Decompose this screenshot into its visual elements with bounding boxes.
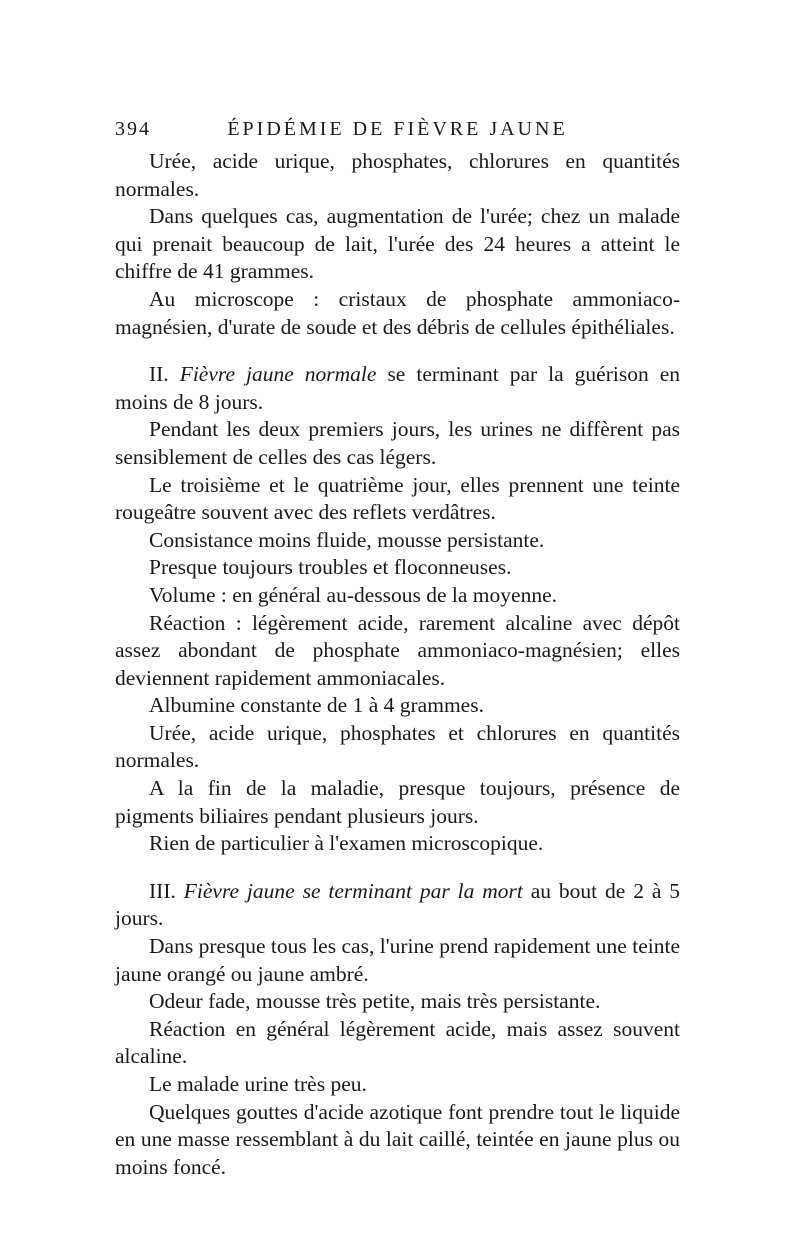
section-title: Fièvre jaune se terminant par la mort bbox=[183, 878, 523, 903]
body-text bbox=[115, 148, 680, 1181]
section-number: III. bbox=[149, 878, 176, 903]
paragraph: Volume : en général au-dessous de la moyenne. bbox=[149, 582, 557, 607]
running-title: ÉPIDÉMIE DE FIÈVRE JAUNE bbox=[227, 118, 568, 140]
section-heading-2 bbox=[115, 361, 680, 416]
paragraph: Quelques gouttes d'acide azotique font prendre tout le liquide en une masse ressemblant à du lait caillé, teintée en jaune plus ou moins foncé. bbox=[115, 1099, 680, 1179]
section-heading-3 bbox=[115, 878, 680, 933]
paragraph: Pendant les deux premiers jours, les urines ne diffèrent pas sensiblement de celles des cas légers. bbox=[115, 417, 680, 469]
paragraph: Urée, acide urique, phosphates et chlorures en quantités normales. bbox=[115, 720, 680, 773]
paragraph: Dans quelques cas, augmentation de l'urée; chez un malade qui prenait beaucoup de lait, l'urée des 24 heures a atteint le chiffre de 41 grammes. bbox=[115, 204, 680, 284]
section-subtitle: se terminant par la guérison en moins de 8 jours. bbox=[115, 362, 681, 414]
section-number: II. bbox=[149, 362, 169, 387]
book-page bbox=[115, 118, 680, 1181]
paragraph: Presque toujours troubles et floconneuses. bbox=[149, 555, 512, 580]
paragraph: Dans presque tous les cas, l'urine prend rapidement une teinte jaune orangé ou jaune ambré. bbox=[115, 934, 680, 986]
paragraph: Rien de particulier à l'examen microscopique. bbox=[149, 831, 544, 856]
paragraph: Réaction : légèrement acide, rarement alcaline avec dépôt assez abondant de phosphate ammoniaco-magnésien; elles deviennent rapidement ammoniacales. bbox=[115, 610, 680, 690]
page-number: 394 bbox=[115, 118, 151, 140]
paragraph: Urée, acide urique, phosphates, chlorures en quantités normales. bbox=[115, 149, 680, 201]
paragraph: Le troisième et le quatrième jour, elles prennent une teinte rougeâtre souvent avec des reflets verdâtres. bbox=[115, 472, 680, 525]
section-subtitle: au bout de 2 à 5 jours. bbox=[115, 878, 681, 931]
running-header bbox=[115, 118, 680, 148]
paragraph: Albumine constante de 1 à 4 grammes. bbox=[149, 693, 484, 718]
paragraph: Consistance moins fluide, mousse persistante. bbox=[149, 527, 545, 552]
paragraph: Au microscope : cristaux de phosphate ammoniaco-magnésien, d'urate de soude et des débris de cellules épithéliales. bbox=[115, 286, 680, 339]
paragraph: Odeur fade, mousse très petite, mais très persistante. bbox=[149, 989, 601, 1014]
paragraph: A la fin de la maladie, presque toujours, présence de pigments biliaires pendant plusieurs jours. bbox=[115, 776, 680, 828]
paragraph: Le malade urine très peu. bbox=[149, 1072, 367, 1096]
paragraph: Réaction en général légèrement acide, mais assez souvent alcaline. bbox=[115, 1016, 680, 1069]
section-title: Fièvre jaune normale bbox=[179, 362, 377, 387]
